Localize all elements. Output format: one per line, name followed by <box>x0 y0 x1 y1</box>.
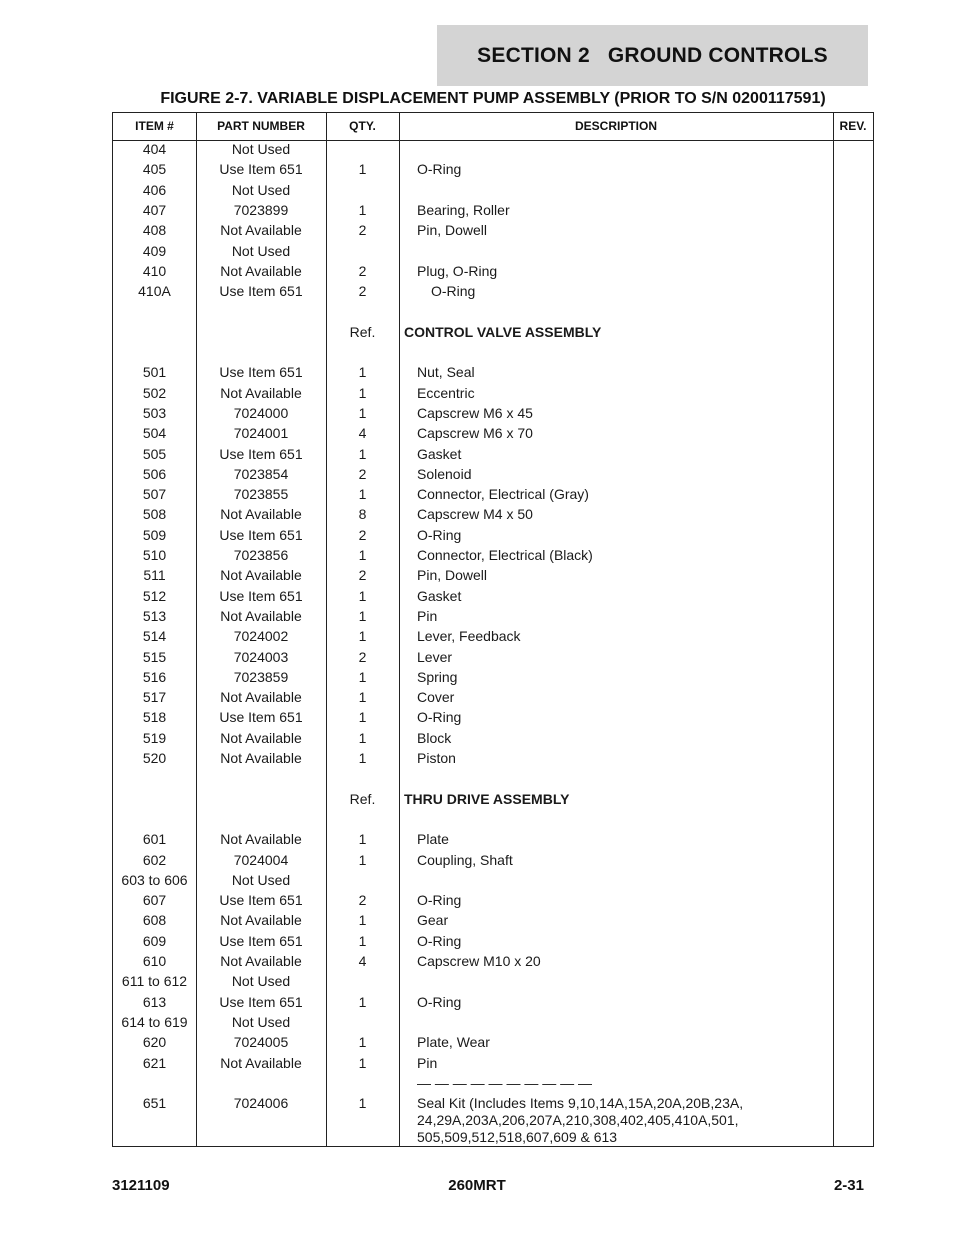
part-number-cell: Not Available <box>220 729 302 746</box>
item-number-cell: 503 <box>142 404 167 421</box>
part-number-cell: Not Used <box>231 141 291 157</box>
footer-model: 260MRT <box>448 1177 506 1194</box>
qty-cell: 1 <box>358 587 367 604</box>
table-row <box>113 649 873 669</box>
table-row <box>113 567 873 587</box>
table-row <box>113 831 873 851</box>
table-row <box>113 953 873 973</box>
item-number-cell: 609 <box>142 932 167 949</box>
part-number-cell: Not Used <box>231 242 291 259</box>
table-row <box>113 791 873 811</box>
description-cell: Spring <box>417 668 458 685</box>
qty-cell: 4 <box>358 425 367 442</box>
qty-cell: 1 <box>358 851 367 868</box>
qty-cell: 1 <box>358 709 367 726</box>
item-number-cell: 519 <box>142 729 167 746</box>
description-cell: Nut, Seal <box>417 364 475 381</box>
table-row <box>113 263 873 283</box>
description-cell: Gasket <box>417 445 462 462</box>
table-row <box>113 912 873 932</box>
table-row <box>113 750 873 770</box>
item-number-cell: 515 <box>142 648 167 665</box>
item-number-cell: 607 <box>142 892 167 909</box>
item-number-cell: 506 <box>142 465 167 482</box>
description-cell: Capscrew M6 x 70 <box>417 425 533 442</box>
part-number-cell: Use Item 651 <box>219 283 303 300</box>
item-number-cell: 502 <box>142 384 167 401</box>
description-cell: Eccentric <box>417 384 475 401</box>
description-cell: Plate, Wear <box>417 1034 490 1051</box>
qty-cell: 1 <box>358 1095 367 1112</box>
part-number-cell: Not Available <box>220 607 302 624</box>
part-number-cell: Not Available <box>220 262 302 279</box>
part-number-cell: 7024001 <box>233 425 289 442</box>
section-header <box>437 25 868 86</box>
description-cell: Plug, O-Ring <box>417 262 498 279</box>
description-cell: Capscrew M6 x 45 <box>417 404 533 421</box>
item-number-cell: 508 <box>142 506 167 523</box>
table-row <box>113 161 873 181</box>
table-row <box>113 852 873 872</box>
table-row <box>113 669 873 689</box>
qty-cell: 1 <box>358 1054 367 1071</box>
description-cell: O-Ring <box>417 932 462 949</box>
part-number-cell: Not Used <box>231 871 291 888</box>
table-row <box>113 324 873 344</box>
description-cell: Gasket <box>417 587 462 604</box>
description-cell: THRU DRIVE ASSEMBLY <box>404 790 570 807</box>
item-number-cell: 405 <box>142 161 167 178</box>
description-cell: — — — — — — — — — — <box>417 1074 593 1091</box>
header-part-number: PART NUMBER <box>217 119 305 133</box>
header-rev: REV. <box>839 119 867 133</box>
qty-cell: 1 <box>358 161 367 178</box>
item-number-cell: 408 <box>142 222 167 239</box>
table-row <box>113 872 873 892</box>
description-cell: Bearing, Roller <box>417 201 510 218</box>
qty-cell: 2 <box>358 648 367 665</box>
qty-cell: 2 <box>358 526 367 543</box>
table-row <box>113 344 873 364</box>
part-number-cell: 7024000 <box>233 404 289 421</box>
item-number-cell: 516 <box>142 668 167 685</box>
part-number-cell: 7023859 <box>233 668 289 685</box>
description-cell: Seal Kit (Includes Items 9,10,14A,15A,20A,20B,23A, 24,29A,203A,206,207A,210,308,402,405,410A,501, 505,509,512,518,607,609 & 613 <box>417 1095 744 1146</box>
part-number-cell: Use Item 651 <box>219 364 303 381</box>
header-description: DESCRIPTION <box>574 119 657 133</box>
part-number-cell: Not Available <box>220 953 302 969</box>
description-cell: Pin, Dowell <box>417 222 488 239</box>
qty-cell: 1 <box>358 547 367 563</box>
item-number-cell: 614 to 619 <box>121 1013 188 1030</box>
description-cell: Cover <box>417 689 455 706</box>
description-cell: Lever, Feedback <box>417 628 521 645</box>
table-row <box>113 243 873 263</box>
qty-cell: 1 <box>358 486 367 503</box>
part-number-cell: 7024006 <box>233 1095 289 1112</box>
qty-cell: 1 <box>358 993 367 1010</box>
table-row <box>113 547 873 567</box>
qty-cell: 1 <box>358 729 367 746</box>
table-row <box>113 628 873 648</box>
qty-cell: 1 <box>358 384 367 401</box>
part-number-cell: 7024004 <box>233 851 289 868</box>
qty-cell: 2 <box>358 222 367 239</box>
qty-cell: 1 <box>358 404 367 421</box>
description-cell: Pin <box>417 1054 438 1071</box>
description-cell: Pin <box>417 607 438 624</box>
part-number-cell: Not Available <box>220 567 302 584</box>
item-number-cell: 603 to 606 <box>121 871 188 888</box>
item-number-cell: 410 <box>142 262 167 279</box>
table-row <box>113 730 873 750</box>
part-number-cell: Not Used <box>231 973 291 990</box>
item-number-cell: 517 <box>142 689 167 706</box>
qty-cell: 1 <box>358 668 367 685</box>
item-number-cell: 651 <box>142 1095 167 1112</box>
item-number-cell: 613 <box>142 993 167 1010</box>
item-number-cell: 409 <box>142 242 167 259</box>
table-row <box>113 303 873 323</box>
item-number-cell: 608 <box>142 912 167 929</box>
table-row <box>113 608 873 628</box>
item-number-cell: 509 <box>142 526 167 543</box>
item-number-cell: 410A <box>138 283 171 300</box>
description-cell: O-Ring <box>417 526 462 543</box>
qty-cell: 1 <box>358 607 367 624</box>
table-row <box>113 1055 873 1075</box>
header-item: ITEM # <box>135 119 174 133</box>
part-number-cell: Not Available <box>220 831 302 848</box>
item-number-cell: 406 <box>142 181 167 198</box>
description-cell: Lever <box>417 648 453 665</box>
description-cell: Solenoid <box>417 465 472 482</box>
section-title: GROUND CONTROLS <box>607 43 828 67</box>
qty-cell: 1 <box>358 1034 367 1051</box>
part-number-cell: Use Item 651 <box>219 932 303 949</box>
description-cell: Plate <box>417 831 449 848</box>
table-row <box>113 892 873 912</box>
table-row <box>113 283 873 303</box>
part-number-cell: Use Item 651 <box>219 709 303 726</box>
item-number-cell: 518 <box>142 709 167 726</box>
table-row <box>113 466 873 486</box>
description-cell: Connector, Electrical (Gray) <box>417 486 589 503</box>
item-number-cell: 407 <box>142 201 167 218</box>
table-row <box>113 994 873 1014</box>
item-number-cell: 507 <box>142 486 167 503</box>
qty-cell: 4 <box>358 953 367 969</box>
qty-cell: 1 <box>358 689 367 706</box>
part-number-cell: Not Available <box>220 222 302 239</box>
part-number-cell: Use Item 651 <box>219 161 303 178</box>
description-cell: O-Ring <box>417 892 462 909</box>
table-row <box>113 770 873 790</box>
qty-cell: 1 <box>358 201 367 218</box>
table-row <box>113 973 873 993</box>
item-number-cell: 505 <box>142 445 167 462</box>
description-cell: Gear <box>417 912 449 929</box>
description-cell: Connector, Electrical (Black) <box>417 547 593 563</box>
table-row <box>113 1034 873 1054</box>
table-row <box>113 1075 873 1095</box>
table-row <box>113 182 873 202</box>
section-label: SECTION 2 <box>477 43 590 67</box>
description-cell: O-Ring <box>417 709 462 726</box>
item-number-cell: 404 <box>142 141 167 157</box>
qty-cell: 2 <box>358 262 367 279</box>
part-number-cell: Not Available <box>220 912 302 929</box>
table-row <box>113 1014 873 1034</box>
part-number-cell: Use Item 651 <box>219 526 303 543</box>
qty-cell: 1 <box>358 831 367 848</box>
qty-cell: 1 <box>358 750 367 766</box>
item-number-cell: 602 <box>142 851 167 868</box>
table-row <box>113 588 873 608</box>
part-number-cell: Not Used <box>231 1013 291 1030</box>
qty-cell: 1 <box>358 364 367 381</box>
qty-cell: 1 <box>358 932 367 949</box>
figure-title: FIGURE 2-7. VARIABLE DISPLACEMENT PUMP ASSEMBLY (PRIOR TO S/N 0200117591) <box>160 90 826 107</box>
table-row <box>113 933 873 953</box>
description-cell: CONTROL VALVE ASSEMBLY <box>404 323 602 340</box>
qty-cell: 2 <box>358 283 367 300</box>
description-cell: Capscrew M4 x 50 <box>417 506 533 523</box>
table-row <box>113 689 873 709</box>
table-row <box>113 405 873 425</box>
item-number-cell: 610 <box>142 953 167 969</box>
part-number-cell: Use Item 651 <box>219 445 303 462</box>
item-number-cell: 512 <box>142 587 167 604</box>
part-number-cell: Not Available <box>220 750 302 766</box>
table-row <box>113 506 873 526</box>
description-cell: Capscrew M10 x 20 <box>417 953 541 969</box>
footer-doc-number: 3121109 <box>112 1177 170 1194</box>
table-row <box>113 202 873 222</box>
item-number-cell: 501 <box>142 364 167 381</box>
qty-cell: 2 <box>358 465 367 482</box>
table-row <box>113 141 873 161</box>
description-cell: Pin, Dowell <box>417 567 488 584</box>
item-number-cell: 513 <box>142 607 167 624</box>
qty-cell: Ref. <box>349 790 376 807</box>
item-number-cell: 504 <box>142 425 167 442</box>
description-cell: O-Ring <box>417 993 462 1010</box>
table-row <box>113 811 873 831</box>
table-row <box>113 527 873 547</box>
table-row <box>113 222 873 242</box>
qty-cell: 2 <box>358 567 367 584</box>
item-number-cell: 601 <box>142 831 167 848</box>
item-number-cell: 514 <box>142 628 167 645</box>
item-number-cell: 520 <box>142 750 167 766</box>
part-number-cell: 7024003 <box>233 648 289 665</box>
part-number-cell: Use Item 651 <box>219 993 303 1010</box>
footer-page-number: 2-31 <box>833 1177 864 1194</box>
qty-cell: 8 <box>358 506 367 523</box>
qty-cell: 1 <box>358 628 367 645</box>
part-number-cell: Not Available <box>220 1054 302 1071</box>
table-row <box>113 385 873 405</box>
description-cell: Coupling, Shaft <box>417 851 513 868</box>
part-number-cell: 7024002 <box>233 628 289 645</box>
part-number-cell: 7024005 <box>233 1034 289 1051</box>
qty-cell: Ref. <box>349 323 376 340</box>
item-number-cell: 621 <box>142 1054 167 1071</box>
part-number-cell: Not Used <box>231 181 291 198</box>
part-number-cell: Not Available <box>220 689 302 706</box>
item-number-cell: 510 <box>142 547 167 563</box>
description-cell: O-Ring <box>431 283 476 300</box>
part-number-cell: Not Available <box>220 506 302 523</box>
parts-table <box>112 112 874 1147</box>
table-row <box>113 364 873 384</box>
item-number-cell: 620 <box>142 1034 167 1051</box>
qty-cell: 1 <box>358 445 367 462</box>
header-qty: QTY. <box>349 119 376 133</box>
description-cell: Piston <box>417 750 456 766</box>
part-number-cell: 7023854 <box>233 465 289 482</box>
qty-cell: 2 <box>358 892 367 909</box>
part-number-cell: 7023855 <box>233 486 289 503</box>
item-number-cell: 611 to 612 <box>121 973 188 990</box>
part-number-cell: Use Item 651 <box>219 892 303 909</box>
part-number-cell: Use Item 651 <box>219 587 303 604</box>
description-cell: Block <box>417 729 452 746</box>
table-row <box>113 709 873 729</box>
table-row <box>113 446 873 466</box>
part-number-cell: 7023899 <box>233 201 289 218</box>
item-number-cell: 511 <box>143 567 166 584</box>
part-number-cell: Not Available <box>220 384 302 401</box>
part-number-cell: 7023856 <box>233 547 289 563</box>
table-row <box>113 1095 873 1147</box>
table-row <box>113 425 873 445</box>
table-row <box>113 486 873 506</box>
description-cell: O-Ring <box>417 161 462 178</box>
qty-cell: 1 <box>358 912 367 929</box>
